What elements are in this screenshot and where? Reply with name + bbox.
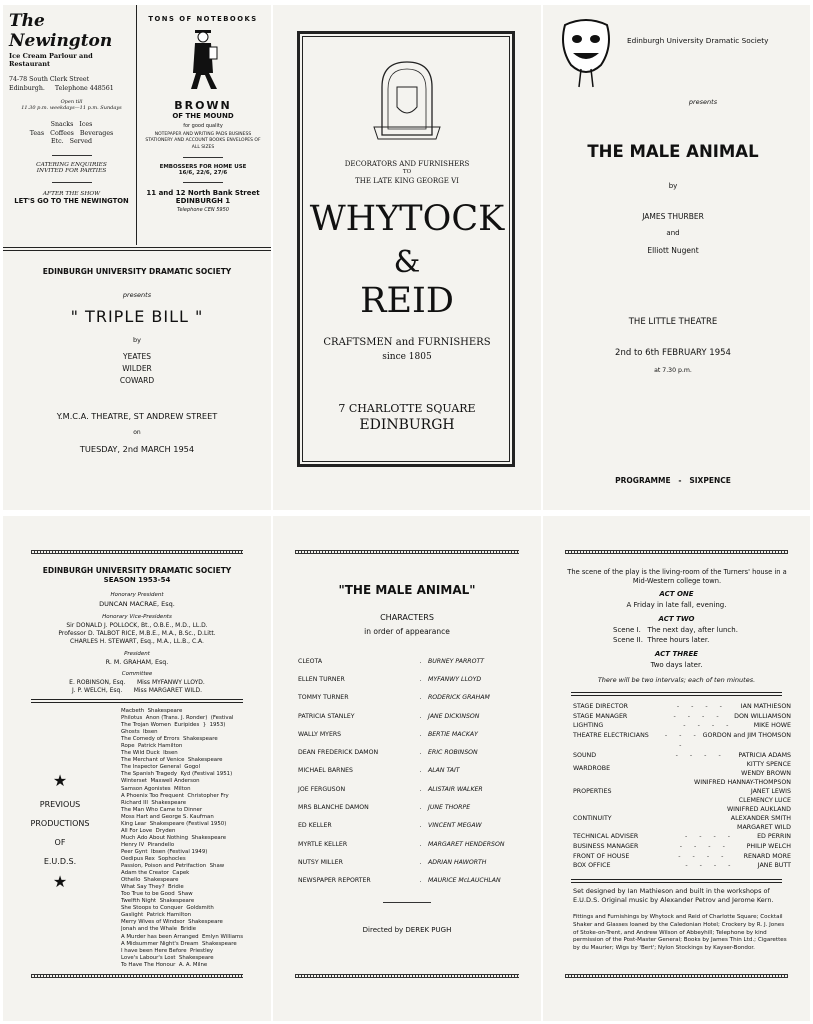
character-name: TOMMY TURNER xyxy=(298,694,349,702)
continuity-label: CONTINUITY xyxy=(573,815,612,823)
crew-row xyxy=(573,861,791,871)
cover-by: by xyxy=(668,182,678,190)
production-item: Richard III Shakespeare xyxy=(121,799,187,806)
crew-name: MIKE HOWE xyxy=(753,722,791,730)
character-name: DEAN FREDERICK DAMON xyxy=(298,749,379,757)
act-two-label: ACT TWO xyxy=(658,615,695,623)
cast-dots: . xyxy=(419,877,422,885)
brown-ad xyxy=(139,15,267,213)
newington-address: 74-78 South Clerk Street xyxy=(9,76,90,83)
production-item: Jonah and the Whale Bridie xyxy=(121,926,197,933)
season-hvp-2: Professor D. TALBOT RICE, M.B.E., M.A., B.Sc., D.Litt. xyxy=(58,630,216,637)
newington-menu-1: Snacks Ices xyxy=(50,121,93,128)
cover-dates: 2nd to 6th FEBRUARY 1954 xyxy=(615,348,731,358)
cast-row xyxy=(298,652,528,670)
production-item: Henry IV Pirandello xyxy=(121,841,175,848)
prev-label-3: OF xyxy=(54,838,66,847)
newington-name: The Newington xyxy=(9,11,113,51)
production-item: Twelfth Night Shakespeare xyxy=(121,898,195,905)
continuity-name-1: WINIFRED AUKLAND xyxy=(726,806,791,814)
production-item: Oedipus Rex Sophocles xyxy=(121,855,186,862)
triple-venue: Y.M.C.A. THEATRE, ST ANDREW STREET xyxy=(56,411,218,421)
season-comm-label: Committee xyxy=(121,671,153,677)
cast-row xyxy=(298,707,528,725)
triple-on: on xyxy=(133,429,141,436)
crew-dashes: - - - - xyxy=(664,732,701,749)
actor-name: ERIC ROBINSON xyxy=(428,749,478,757)
whytock-name: WHYTOCK xyxy=(309,199,505,239)
production-item: The Inspector General Gogol xyxy=(121,764,200,771)
cast-dots: . xyxy=(419,712,422,720)
production-item: A Phoenix Too Frequent Christopher Fry xyxy=(121,792,229,799)
whytock-deco-1: DECORATORS AND FURNISHERS xyxy=(344,160,470,168)
cast-row xyxy=(298,817,528,835)
crew-name: JANE BUTT xyxy=(757,862,791,870)
actor-name: MYFANWY LLOYD xyxy=(428,675,482,683)
production-item: Philotus Anon (Trans. J. Ronder) (Festival xyxy=(121,715,234,722)
panel-triple-bill xyxy=(3,5,271,510)
prev-label-1: PREVIOUS xyxy=(39,800,81,809)
crew-row xyxy=(573,712,791,722)
character-name: MRS BLANCHE DAMON xyxy=(298,804,369,812)
production-item: I have been Here Before Priestley xyxy=(121,947,214,954)
cast-order-label: in order of appearance xyxy=(364,627,450,636)
production-item: Winterset Maxwell Anderson xyxy=(121,778,200,785)
crew-role: STAGE DIRECTOR xyxy=(573,703,629,710)
cast-characters-label: CHARACTERS xyxy=(380,613,434,622)
wardrobe-block xyxy=(573,760,791,778)
season-hp: DUNCAN MACRAE, Esq. xyxy=(99,600,175,608)
crew-row xyxy=(573,842,791,852)
cast-row xyxy=(298,762,528,780)
productions-list xyxy=(121,708,271,969)
whytock-city: EDINBURGH xyxy=(359,417,455,433)
star-icon: ★ xyxy=(52,872,68,891)
cast-dots: . xyxy=(419,840,422,848)
triple-bill-section xyxy=(3,267,271,454)
crew-name: DON WILLIAMSON xyxy=(734,712,791,720)
cover-time: at 7.30 p.m. xyxy=(654,367,692,374)
brown-name: BROWN xyxy=(174,99,232,112)
cover-programme-price: PROGRAMME - SIXPENCE xyxy=(615,476,731,485)
panel-cover xyxy=(543,5,810,510)
crew-row xyxy=(573,702,791,712)
production-item: A Midsummer Night's Dream Shakespeare xyxy=(121,940,237,947)
newington-phone: Telephone 448561 xyxy=(54,84,114,92)
whytock-since: since 1805 xyxy=(382,352,432,362)
crew-list xyxy=(573,702,791,871)
cover-and: and xyxy=(666,229,680,237)
cast-row xyxy=(298,872,528,890)
cover-theatre: THE LITTLE THEATRE xyxy=(628,317,718,327)
season-year: SEASON 1953-54 xyxy=(103,576,171,584)
wardrobe-name-1: KITTY SPENCE xyxy=(746,761,791,769)
intervals-note: There will be two intervals; each of ten minutes. xyxy=(597,676,756,684)
cast-dots: . xyxy=(419,767,422,775)
cast-row xyxy=(298,689,528,707)
crew-dashes: - - - - xyxy=(683,722,734,730)
newington-hours: 11.30 p.m. weekdays—11 p.m. Sundays xyxy=(21,105,122,111)
cover-author-nugent: Elliott Nugent xyxy=(647,246,699,255)
production-item: Samson Agonistes Milton xyxy=(121,785,191,792)
whytock-deco-2: TO xyxy=(402,169,412,175)
crew-dashes: - - - - xyxy=(684,833,736,841)
whytock-craftsmen: CRAFTSMEN and FURNISHERS xyxy=(323,337,491,348)
crew-role: FRONT OF HOUSE xyxy=(573,852,630,860)
production-item: Peer Gynt Ibsen (Festival 1949) xyxy=(121,848,208,855)
production-item: Merry Wives of Windsor Shakespeare xyxy=(121,919,223,926)
crew-dashes: - - - - xyxy=(679,842,730,850)
cast-dots: . xyxy=(419,675,422,683)
brown-goods: NOTEPAPER AND WRITING PADS BUSINESS STATIONERY AND ACCOUNT BOOKS ENVELOPES OF ALL SIZES xyxy=(145,132,261,150)
season-hvp-1: Sir DONALD J. POLLOCK, Bt., O.B.E., M.D., LL.D. xyxy=(66,622,208,629)
set-design-note: Set designed by Ian Mathieson and built in the workshops of E.U.D.S. Original music by Alexander Petrov and Jerome Kern. xyxy=(573,887,774,904)
newington-catering: CATERING ENQUIRIES INVITED FOR PARTIES xyxy=(36,161,107,174)
crew-dashes: - - - - xyxy=(676,703,727,710)
crew-dashes: - - - - xyxy=(675,751,726,759)
actor-name: ALISTAIR WALKER xyxy=(428,785,483,793)
brown-of-mound: OF THE MOUND xyxy=(172,112,234,120)
star-icon: ★ xyxy=(52,771,68,790)
properties-name-2: JANET LEWIS xyxy=(750,788,791,796)
crew-dashes: - - - - xyxy=(673,712,724,720)
continuity-name-2: ALEXANDER SMITH xyxy=(730,815,791,823)
cover-author-thurber: JAMES THURBER xyxy=(642,212,704,221)
cast-list xyxy=(298,652,528,890)
triple-by: by xyxy=(133,336,141,344)
production-item: Rope Patrick Hamilton xyxy=(121,743,183,750)
production-item: Adam the Creator Capek xyxy=(121,870,190,877)
crew-role: STAGE MANAGER xyxy=(573,712,628,720)
crew-name: RENARD MORE xyxy=(743,852,791,860)
production-item: The Merchant of Venice Shakespeare xyxy=(121,757,223,764)
season-hvp-label: Honorary Vice-Presidents xyxy=(102,614,172,620)
crew-name: IAN MATHIESON xyxy=(740,703,791,710)
crew-name: ED PERRIN xyxy=(757,833,791,841)
production-item: Too True to be Good Shaw xyxy=(121,891,193,898)
season-committee-1: E. ROBINSON, Esq. Miss MYFANWY LLOYD. xyxy=(69,679,205,686)
properties-label: PROPERTIES xyxy=(573,788,612,796)
actor-name: JANE DICKINSON xyxy=(428,712,480,720)
triple-society: EDINBURGH UNIVERSITY DRAMATIC SOCIETY xyxy=(42,267,232,276)
character-name: MYRTLE KELLER xyxy=(298,840,348,848)
act-three-desc: Two days later. xyxy=(650,661,703,669)
crew-role: LIGHTING xyxy=(573,722,604,730)
actor-name: MARGARET HENDERSON xyxy=(428,840,505,848)
production-item: The Spanish Tragedy Kyd (Festival 1951) xyxy=(121,771,233,778)
character-name: ED KELLER xyxy=(298,822,332,830)
production-item: Moss Hart and George S. Kaufman xyxy=(121,813,214,820)
scene-intro: The scene of the play is the living-room of the Turners' house in a Mid-Western college town. xyxy=(567,568,787,586)
whytock-address: 7 CHARLOTTE SQUARE xyxy=(338,402,476,415)
production-item: Much Ado About Nothing Shakespeare xyxy=(121,834,227,841)
character-name: CLEOTA xyxy=(298,657,323,665)
character-name: MICHAEL BARNES xyxy=(298,767,353,775)
theatre-mask-icon xyxy=(557,17,615,89)
triple-author-coward: COWARD xyxy=(119,376,155,385)
character-name: ELLEN TURNER xyxy=(298,675,345,683)
panel-cast xyxy=(273,516,541,1021)
continuity-block xyxy=(573,805,791,832)
crew-dashes: - - - - xyxy=(685,862,736,870)
cast-dots: . xyxy=(419,858,422,866)
cast-dots: . xyxy=(419,749,422,757)
prev-label-2: PRODUCTIONS xyxy=(30,819,90,828)
season-hvp-3: CHARLES H. STEWART, Esq., M.A., LL.B., C.A. xyxy=(70,638,204,645)
brown-tons: TONS OF NOTEBOOKS xyxy=(148,15,258,23)
character-name: PATRICIA STANLEY xyxy=(298,712,355,720)
crew-role: THEATRE ELECTRICIANS xyxy=(573,732,649,740)
character-name: NEWSPAPER REPORTER xyxy=(298,877,371,885)
actor-name: JUNE THORPE xyxy=(428,804,471,812)
cover-society: Edinburgh University Dramatic Society xyxy=(627,36,769,45)
cast-title: "THE MALE ANIMAL" xyxy=(338,583,476,597)
properties-name-3: CLEMENCY LUCE xyxy=(738,797,791,805)
cast-row xyxy=(298,670,528,688)
season-committee-2: J. P. WELCH, Esq. Miss MARGARET WILD. xyxy=(71,687,203,694)
cast-row xyxy=(298,743,528,761)
crew-dashes: - - - - xyxy=(678,852,729,860)
panel-whytock-reid xyxy=(273,5,541,510)
cast-dots: . xyxy=(419,822,422,830)
cover-title: THE MALE ANIMAL xyxy=(587,142,759,161)
crew-row xyxy=(573,731,791,750)
brown-emboss: EMBOSSERS FOR HOME USE xyxy=(159,163,247,170)
triple-presents: presents xyxy=(122,291,152,299)
production-item: She Stoops to Conquer Goldsmith xyxy=(121,905,214,912)
newington-after-show: AFTER THE SHOW xyxy=(42,190,101,197)
student-figure-icon xyxy=(139,25,267,95)
actor-name: ADRIAN HAWORTH xyxy=(428,858,487,866)
brown-quality: for good quality xyxy=(183,123,223,129)
production-item: All For Love Dryden xyxy=(121,827,176,834)
newington-city: Edinburgh. xyxy=(9,84,45,92)
season-society: EDINBURGH UNIVERSITY DRAMATIC SOCIETY xyxy=(42,566,232,575)
act-three-label: ACT THREE xyxy=(654,650,699,658)
crew-role: SOUND xyxy=(573,751,597,759)
whytock-ampersand: & xyxy=(393,245,421,280)
previous-productions-label xyxy=(25,771,95,891)
production-item: The Wild Duck Ibsen xyxy=(121,750,178,757)
production-item: Gaslight Patrick Hamilton xyxy=(121,912,192,919)
actor-name: BURNEY PARROTT xyxy=(428,657,485,665)
triple-title: " TRIPLE BILL " xyxy=(70,307,204,326)
cast-dots: . xyxy=(419,657,422,665)
wardrobe-label: WARDROBE xyxy=(573,765,611,773)
cast-row xyxy=(298,853,528,871)
production-item: Passion, Poison and Petrifaction Shaw xyxy=(121,863,225,870)
triple-author-yeates: YEATES xyxy=(123,352,151,361)
production-item: Macbeth Shakespeare xyxy=(121,708,183,714)
crew-name: GORDON and JIM THOMSON xyxy=(702,732,791,740)
cover-presents: presents xyxy=(688,98,718,106)
act-one-label: ACT ONE xyxy=(659,590,694,598)
production-item: A Murder has been Arranged Emlyn Williams xyxy=(121,933,244,940)
crew-row xyxy=(573,751,791,761)
crew-role: BOX OFFICE xyxy=(573,862,611,870)
production-item: The Man Who Came to Dinner xyxy=(121,806,203,813)
season-pres-label: President xyxy=(124,651,150,657)
cast-row xyxy=(298,725,528,743)
panel-season xyxy=(3,516,271,1021)
brown-phone: Telephone CEN 5950 xyxy=(177,206,229,213)
act-two-scene-2: Scene II. Three hours later. xyxy=(613,636,710,644)
continuity-name-3: MARGARET WILD xyxy=(737,824,791,832)
production-item: King Lear Shakespeare (Festival 1950) xyxy=(121,820,227,827)
royal-crest-icon xyxy=(372,57,442,147)
production-item: The Comedy of Errors Shakespeare xyxy=(121,736,218,743)
season-pres: R. M. GRAHAM, Esq. xyxy=(105,659,169,666)
crew-name: PATRICIA ADAMS xyxy=(738,751,791,759)
brown-address: 11 and 12 North Bank Street xyxy=(146,188,260,197)
actor-name: MAURICE McLAUCHLAN xyxy=(428,877,501,885)
brown-city: EDINBURGH 1 xyxy=(175,196,231,205)
production-item: The Trojan Women Euripides } 1953) xyxy=(121,722,226,729)
crew-role: BUSINESS MANAGER xyxy=(573,842,639,850)
production-item: To Have The Honour A. A. Milne xyxy=(121,961,208,968)
actor-name: VINCENT MEGAW xyxy=(428,822,482,830)
cast-row xyxy=(298,780,528,798)
actor-name: ALAN TAIT xyxy=(428,767,460,775)
newington-menu-2: Teas Coffees Beverages xyxy=(29,129,114,137)
wardrobe-name-2: WENDY BROWN xyxy=(741,770,791,778)
cast-dots: . xyxy=(419,730,422,738)
properties-name-1: WINIFRED HANNAY-THOMPSON xyxy=(694,779,791,787)
character-name: NUTSY MILLER xyxy=(298,858,343,866)
newington-sub: Ice Cream Parlour and Restaurant xyxy=(9,52,93,68)
newington-open: Open till xyxy=(60,99,83,105)
character-name: WALLY MYERS xyxy=(298,730,342,738)
actor-name: BERTIE MACKAY xyxy=(428,730,478,738)
newington-ad xyxy=(9,11,134,205)
production-item: Ghosts Ibsen xyxy=(121,729,158,736)
properties-block xyxy=(573,778,791,805)
newington-city-line xyxy=(9,85,134,94)
cast-director: Directed by DEREK PUGH xyxy=(362,926,452,934)
triple-date: TUESDAY, 2nd MARCH 1954 xyxy=(79,444,195,454)
cast-row xyxy=(298,835,528,853)
cast-row xyxy=(298,798,528,816)
production-item: Othello Shakespeare xyxy=(121,877,179,884)
crew-row xyxy=(573,852,791,862)
cast-dots: . xyxy=(419,694,422,702)
cast-dots: . xyxy=(419,785,422,793)
season-hp-label: Honorary President xyxy=(110,592,164,598)
cast-dots: . xyxy=(419,804,422,812)
actor-name: RODERICK GRAHAM xyxy=(428,694,490,702)
brown-prices: 16/6, 22/6, 27/6 xyxy=(178,169,228,176)
triple-author-wilder: WILDER xyxy=(122,364,152,373)
reid-name: REID xyxy=(360,281,454,321)
credits-note: Fittings and Furnishings by Whytock and Reid of Charlotte Square; Cocktail Shaker and Glasses loaned by the Caledonian Hotel; Crockery by R. J. Jones of Stoke-on-Trent, and Andrew Wilson of Abbeyhill; Telephone by kind permission of the Post-Master General; Books by James Thin Ltd.; Cigarettes by du Maurier; Wigs by 'Bert'; Nylon Stockings by Kayser-Bondor. xyxy=(573,914,787,952)
whytock-deco-3: THE LATE KING GEORGE VI xyxy=(355,177,459,185)
act-two-scene-1: Scene I. The next day, after lunch. xyxy=(613,626,738,634)
production-item: What Say They? Bridie xyxy=(121,884,184,891)
crew-name: PHILIP WELCH xyxy=(746,842,791,850)
act-one-desc: A Friday in late fall, evening. xyxy=(626,601,727,609)
newington-menu-3: Etc. Served xyxy=(50,138,93,145)
panel-crew xyxy=(543,516,810,1021)
crew-role: TECHNICAL ADVISER xyxy=(573,833,639,841)
newington-goto: LET'S GO TO THE NEWINGTON xyxy=(14,196,129,205)
production-item: Love's Labour's Lost Shakespeare xyxy=(121,954,214,961)
prev-label-4: E.U.D.S. xyxy=(43,857,77,866)
character-name: JOE FERGUSON xyxy=(298,785,346,793)
crew-row xyxy=(573,832,791,842)
crew-row xyxy=(573,721,791,731)
